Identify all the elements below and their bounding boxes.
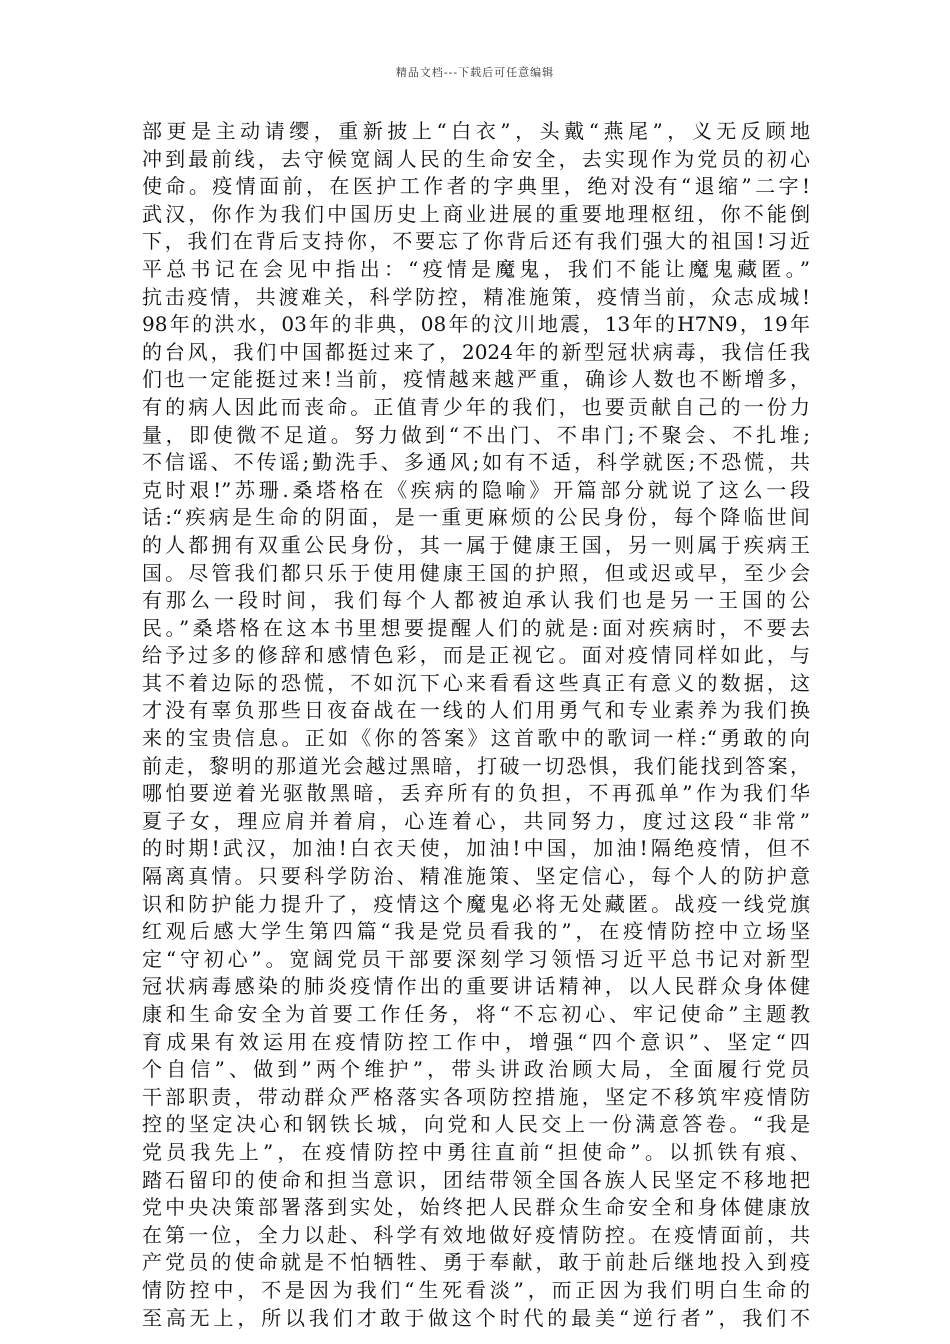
text-line: 们也一定能挺过来!当前，疫情越来越严重，确诊人数也不断增多， (142, 367, 810, 392)
text-line: 有的病人因此而丧命。正值青少年的我们，也要贡献自己的一份力 (142, 394, 810, 419)
text-line: 隔离真情。只要科学防治、精准施策、坚定信心，每个人的防护意 (142, 864, 810, 889)
text-line: 话:“疾病是生命的阴面，是一重更麻烦的公民身份，每个降临世间 (142, 505, 810, 530)
text-line: 育成果有效运用在疫情防控工作中，增强“四个意识”、坚定“四 (142, 1029, 810, 1054)
text-line: 个自信”、做到”两个维护”，带头讲政治顾大局，全面履行党员 (142, 1057, 810, 1082)
text-line: 定“守初心”。宽阔党员干部要深刻学习领悟习近平总书记对新型 (142, 946, 810, 971)
text-line: 情防控中，不是因为我们“生死看淡”，而正因为我们明白生命的 (142, 1277, 810, 1302)
text-line: 的人都拥有双重公民身份，其一属于健康王国，另一则属于疾病王 (142, 532, 810, 557)
text-line: 有那么一段时间，我们每个人都被迫承认我们也是另一王国的公 (142, 588, 810, 613)
text-line: 给予过多的修辞和感情色彩，而是正视它。面对疫情同样如此，与 (142, 643, 810, 668)
text-line: 平总书记在会见中指出：“疫情是魔鬼，我们不能让魔鬼藏匿。” (142, 256, 810, 281)
text-line: 来的宝贵信息。正如《你的答案》这首歌中的歌词一样:“勇敢的向 (142, 726, 810, 751)
text-line: 党中央决策部署落到实处，始终把人民群众生命安全和身体健康放 (142, 1195, 810, 1220)
text-line: 红观后感大学生第四篇“我是党员看我的”，在疫情防控中立场坚 (142, 919, 810, 944)
text-line: 党员我先上”，在疫情防控中勇往直前“担使命”。以抓铁有痕、 (142, 1139, 810, 1164)
text-line: 才没有辜负那些日夜奋战在一线的人们用勇气和专业素养为我们换 (142, 698, 810, 723)
text-line: 控的坚定决心和钢铁长城，向党和人民交上一份满意答卷。“我是 (142, 1112, 810, 1137)
text-line: 部更是主动请缨，重新披上“白衣”，头戴“燕尾”，义无反顾地 (142, 119, 810, 143)
text-line: 不信谣、不传谣;勤洗手、多通风;如有不适，科学就医;不恐慌，共 (142, 450, 810, 475)
text-line: 的时期!武汉，加油!白衣天使，加油!中国，加油!隔绝疫情，但不 (142, 836, 810, 861)
page-header: 精品文档---下载后可任意编辑 (395, 66, 555, 79)
text-line: 冠状病毒感染的肺炎疫情作出的重要讲话精神，以人民群众身体健 (142, 974, 810, 999)
text-line: 产党员的使命就是不怕牺牲、勇于奉献，敢于前赴后继地投入到疫 (142, 1250, 810, 1275)
text-line: 冲到最前线，去守候宽阔人民的生命安全，去实现作为党员的初心 (142, 146, 810, 171)
text-line: 前走，黎明的那道光会越过黑暗，打破一切恐惧，我们能找到答案， (142, 753, 810, 778)
text-line: 98年的洪水，03年的非典，08年的汶川地震，13年的H7N9，19年 (142, 312, 810, 337)
text-line: 在第一位，全力以赴、科学有效地做好疫情防控。在疫情面前，共 (142, 1222, 810, 1247)
text-line: 国。尽管我们都只乐于使用健康王国的护照，但或迟或早，至少会 (142, 560, 810, 585)
text-line: 哪怕要逆着光驱散黑暗，丢弃所有的负担，不再孤单”作为我们华 (142, 781, 810, 806)
text-line: 至高无上，所以我们才敢于做这个时代的最美“逆行者”，我们不 (142, 1305, 810, 1330)
text-line: 干部职责，带动群众严格落实各项防控措施，坚定不移筑牢疫情防 (142, 1084, 810, 1109)
text-line: 其不着边际的恐慌，不如沉下心来看看这些真正有意义的数据，这 (142, 670, 810, 695)
document-body (142, 118, 810, 1332)
text-line: 的台风，我们中国都挺过来了，2024年的新型冠状病毒，我信任我 (142, 339, 810, 364)
text-line: 民。”桑塔格在这本书里想要提醒人们的就是:面对疾病时，不要去 (142, 615, 810, 640)
text-line: 武汉，你作为我们中国历史上商业进展的重要地理枢纽，你不能倒 (142, 201, 810, 226)
text-line: 康和生命安全为首要工作任务，将“不忘初心、牢记使命”主题教 (142, 1002, 810, 1026)
text-line: 识和防护能力提升了，疫情这个魔鬼必将无处藏匿。战疫一线党旗 (142, 891, 810, 916)
text-line: 量，即使微不足道。努力做到“不出门、不串门;不聚会、不扎堆; (142, 422, 810, 447)
text-line: 夏子女，理应肩并着肩，心连着心，共同努力，度过这段“非常” (142, 808, 810, 833)
text-line: 踏石留印的使命和担当意识，团结带领全国各族人民坚定不移地把 (142, 1167, 810, 1192)
text-line: 使命。疫情面前，在医护工作者的字典里，绝对没有“退缩”二字! (142, 174, 810, 199)
text-line: 克时艰!”苏珊.桑塔格在《疾病的隐喻》开篇部分就说了这么一段 (142, 477, 810, 502)
text-line: 下，我们在背后支持你，不要忘了你背后还有我们强大的祖国!习近 (142, 229, 810, 254)
text-line: 抗击疫情，共渡难关，科学防控，精准施策，疫情当前，众志成城! (142, 284, 810, 309)
